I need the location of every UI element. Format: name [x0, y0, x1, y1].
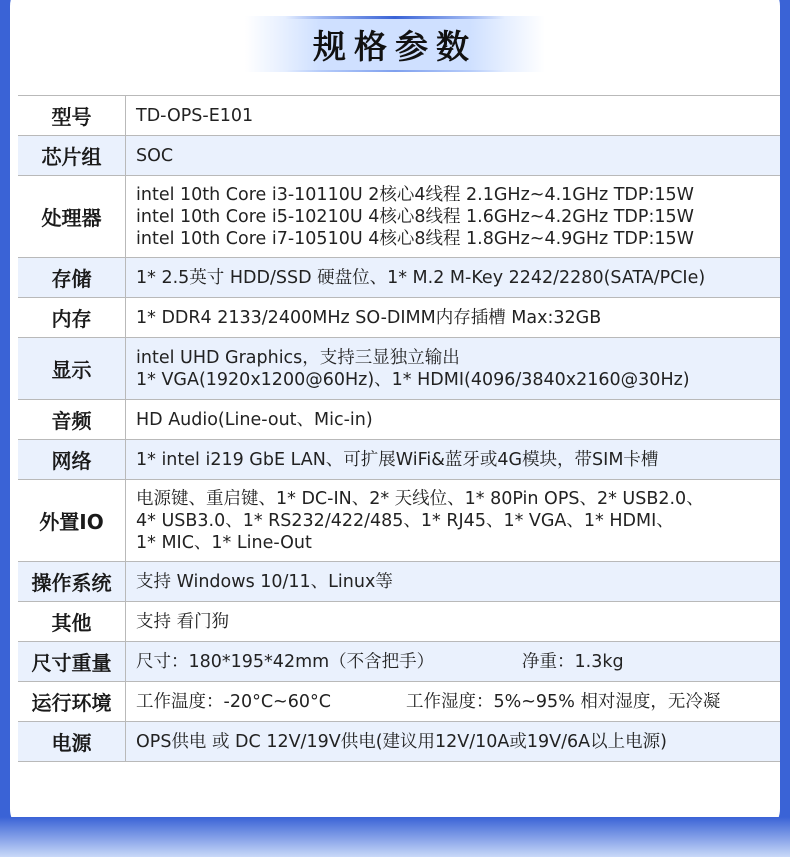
table-row	[18, 480, 780, 562]
temperature-value: 工作温度：-20°C~60°C	[136, 691, 331, 712]
value-line: 4* USB3.0、1* RS232/422/485、1* RJ45、1* VGA、1* HDMI、	[136, 510, 674, 531]
table-row	[18, 440, 780, 480]
row-label: 内存	[18, 298, 126, 338]
table-row	[18, 722, 780, 762]
row-value	[126, 440, 781, 480]
bottom-gradient	[0, 817, 790, 857]
row-label: 芯片组	[18, 136, 126, 176]
row-label: 其他	[18, 602, 126, 642]
value-line: 电源键、重启键、1* DC-IN、2* 天线位、1* 80Pin OPS、2* USB2.0、	[136, 488, 704, 509]
row-label: 型号	[18, 96, 126, 136]
humidity-value: 工作湿度：5%~95% 相对湿度，无冷凝	[406, 691, 721, 712]
table-row	[18, 642, 780, 682]
table-row	[18, 176, 780, 258]
row-label: 处理器	[18, 176, 126, 258]
table-row	[18, 338, 780, 400]
row-label: 存储	[18, 258, 126, 298]
row-value	[126, 298, 781, 338]
row-value	[126, 258, 781, 298]
value-line: 支持 Windows 10/11、Linux等	[136, 571, 393, 592]
row-label: 外置IO	[18, 480, 126, 562]
row-value	[126, 338, 781, 400]
row-value	[126, 642, 781, 682]
table-row	[18, 602, 780, 642]
row-value	[126, 602, 781, 642]
row-label: 尺寸重量	[18, 642, 126, 682]
table-row	[18, 400, 780, 440]
row-value	[126, 400, 781, 440]
table-row	[18, 562, 780, 602]
row-label: 显示	[18, 338, 126, 400]
value-line: 1* 2.5英寸 HDD/SSD 硬盘位、1* M.2 M-Key 2242/2280(SATA/PCIe)	[136, 267, 706, 288]
row-value	[126, 96, 781, 136]
table-row	[18, 258, 780, 298]
value-line: TD-OPS-E101	[136, 105, 254, 126]
value-line: intel UHD Graphics，支持三显独立输出	[136, 347, 460, 368]
value-line: OPS供电 或 DC 12V/19V供电(建议用12V/10A或19V/6A以上电源)	[136, 731, 667, 752]
page-title: 规格参数	[313, 26, 477, 66]
row-value	[126, 176, 781, 258]
value-line: intel 10th Core i3-10110U 2核心4线程 2.1GHz~4.1GHz TDP:15W	[136, 184, 694, 205]
value-line: 1* VGA(1920x1200@60Hz)、1* HDMI(4096/3840x2160@30Hz)	[136, 369, 690, 390]
row-value	[126, 136, 781, 176]
value-line: intel 10th Core i5-10210U 4核心8线程 1.6GHz~4.2GHz TDP:15W	[136, 206, 694, 227]
value-line: SOC	[136, 145, 174, 166]
size-value: 尺寸：180*195*42mm（不含把手）	[136, 651, 435, 672]
table-row	[18, 96, 780, 136]
row-value	[126, 682, 781, 722]
row-label: 网络	[18, 440, 126, 480]
weight-value: 净重：1.3kg	[522, 651, 624, 672]
spec-card	[10, 0, 780, 835]
table-row	[18, 682, 780, 722]
row-label: 电源	[18, 722, 126, 762]
value-line: 1* intel i219 GbE LAN、可扩展WiFi&蓝牙或4G模块，带SIM卡槽	[136, 449, 659, 470]
spec-table	[18, 95, 780, 762]
table-row	[18, 298, 780, 338]
value-line: 1* DDR4 2133/2400MHz SO-DIMM内存插槽 Max:32GB	[136, 307, 602, 328]
row-value	[126, 562, 781, 602]
row-label: 运行环境	[18, 682, 126, 722]
row-value	[126, 480, 781, 562]
value-line: HD Audio(Line-out、Mic-in)	[136, 409, 373, 430]
value-line: 支持 看门狗	[136, 611, 230, 632]
value-line: 1* MIC、1* Line-Out	[136, 532, 312, 553]
table-row	[18, 136, 780, 176]
row-label: 音频	[18, 400, 126, 440]
row-label: 操作系统	[18, 562, 126, 602]
value-line: intel 10th Core i7-10510U 4核心8线程 1.8GHz~4.9GHz TDP:15W	[136, 228, 694, 249]
title-banner-bg	[245, 16, 545, 72]
title-banner	[10, 10, 780, 78]
row-value	[126, 722, 781, 762]
